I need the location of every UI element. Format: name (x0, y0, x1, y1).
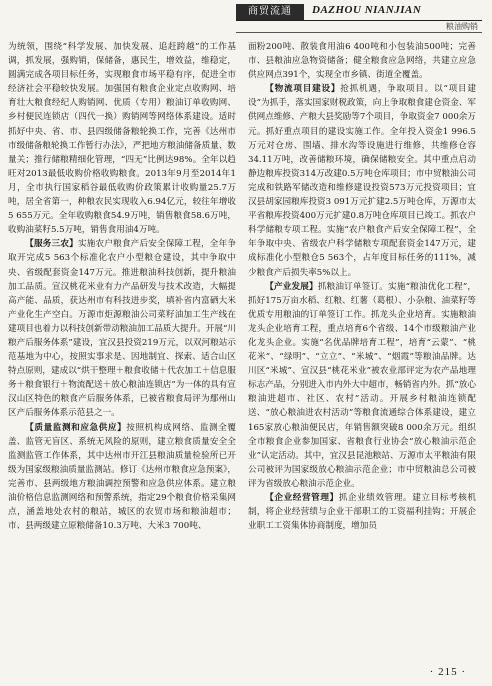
subsection-title: 粮油购销 (446, 22, 478, 31)
section-heading: 【产业发展】 (265, 281, 318, 292)
right-column (248, 40, 476, 660)
book-title: DAZHOU NIANJIAN (312, 4, 422, 16)
section-tag: 商贸流通 (236, 4, 304, 20)
paragraph: 为统领，围绕“科学发展、加快发展、追赶跨越”的工作基调，抓发展，强购销，保储备，惠民生，增效益，维稳定，圆满完成各项目标任务，实现粮食市场平稳有序，促进全市经济社会平稳较快发展。加强国有粮食企业定点收购网、培育壮大粮食经纪人购销网、优质（专用）粮油订单收购网、乡村便民连锁店（四代一换）购销网等网络体系建设。适时抓好中央、省、市、县四级储备粮轮换工作，完善《达州市市级储备粮轮换工作暂行办法》，严把地方粮油储备质量、数量关；推行储粮精细化管理，“四无”比例达98%。全年以趋旺对2013最低收购价格收购粮食。2013年9月至2014年1月，全市执行国家稻谷最低收购价政策累计收购量25.7万吨，居全省第一，种粮农民实现收入6.94亿元，较往年增收5 655万元。全年收购粮食54.9万吨，销售粮食58.6万吨，收购油菜籽5.5万吨，销售食用油4万吨。 (8, 42, 236, 236)
paragraph: 【物流项目建设】抢抓机遇，争取项目。以“项目建设”为抓手，落实国家财税政策，向上争取粮食建仓资金、军供网点维修、产粮大县奖励等7个项目，争取资金7 000余万元。抓好重点项目的建设实施工作。全年投入资金1 996.5万元对仓房、围墙、排水沟等设施进行维修，共维修仓容34.11万吨，改善储粮环境，确保储粮安全。其中重点启动静边粮库投资314万改建0.5万吨仓库项目；市中贸粮油公司完成和铁路军储改造和维修建设投资573万元投资项目；宜汉县胡家园粮库投资3 091万元扩建2.5万吨仓库，万源市太平省粮库投资400万元扩建0.8万吨仓库项目已竣工。抓农户科学储粮专项工程。实施“农户粮食产后安全保障工程”，全年争取中央、省级农户科学储粮专项配套资金147万元，建成标准化小型粮仓5 563个，占年度目标任务的111%，减少粮食产后损失率5%以上。 (248, 84, 476, 278)
paragraph: 【质量监测和应急供应】按照机构成网络、监测全覆盖、监管无盲区、系统无风险的原则，建立粮食质量安全全监测监管工作体系，其中达州市开江县粮油质量检验所已开级为国家级粮油质量监测站。修订《达州市粮食应急预案》，完善市、县两级地方粮油调控预警和应急供应体系。建立粮油价格信息监测网络和预警系统，指定29个粮食价格采集网点，涵盖地处农村的粮站，城区的农贸市场和粮油超市；市、县两级建立原粮储备10.3万吨、大米3 700吨、 (8, 422, 236, 532)
page-header (0, 0, 492, 40)
section-heading: 【企业经营管理】 (265, 493, 339, 503)
paragraph: 【服务三农】实施农户粮食产后安全保障工程，全年争取开完成5 563个标准化农户小型粮仓建设，其中争取中央、省级配套资金147万元。推进粮油科技创新，提升粮油加工品质。宣汉桃花米业有力产品研发与技术改造，大幅提高产能、品质，获达州市有科技进步奖，填补省内富硒大米产业化生产空白。万源市炬源粮油公司菜籽油加工生产线在建项目也着力以科技创新带动粮油加工品质大提升。开展“川粮产后服务体系”建设，宜汉县投资219万元，以双河粮站示范基地为中心，按照实事求是、因地制宜、探索、适合山区特点原则，建成以“烘干整理＋粮食收储＋代农加工＋信息服务＋粮食银行＋物流配送＋放心粮油连锁店”为一体的具有宣汉山区特色的粮食产后服务体系，已被省粮食局评为鄢州山区产后服务体系示范县之一。 (8, 239, 236, 419)
section-heading: 【物流项目建设】 (265, 84, 341, 95)
section-heading: 【服务三农】 (25, 239, 78, 250)
paragraph: 【企业经营管理】抓企业绩效管理。建立目标考核机制，将企业经营绩与企业干部职工的工资福利挂钩；开展企业职工工资集体协商制度，增加员 (248, 493, 476, 532)
page-number: · 215 · (429, 666, 466, 678)
header-rule-lower (236, 32, 482, 33)
paragraph: 面粉200吨、散装食用油6 400吨和小包装油500吨；完善市、县粮油应急物资储备；健全粮食应急网络，共建立应急供应网点391个，实现全市乡镇、街道全覆盖。 (248, 42, 476, 81)
paragraph: 【产业发展】抓粮油订单签订。实施“粮油优化工程”，抓好175万亩水稻、红粮、红薯（葛根）、小杂粮、油菜籽等优质专用粮油的订单签订工作。抓龙头企业培育。实施粮油龙头企业培育工程，重点培育6个省级、14个市级粮油产业化龙头企业。实施“名优品牌培育工程”，培育“云蒙”、“桃花米”、“绿明”、“立立”、“米城”、“烟霞”等粮油品牌。达川区“米城”、宣汉县“桃花米业”被农业部评定为农产品地理标志产品，分别进入市内外大中超市，畅销省内外。抓“放心粮油进超市、社区、农村”活动。开展乡村粮油连锁配送、“放心粮油进农村活动”等粮食流通综合体系建设，建立165家放心粮油便民店，年销售额突破8 000余万元。组织全市粮食企业参加国家、省粮食行业协会“放心粮油示范企业”认定活动。其中，宜汉县昆池粮站、万源市太平粮油有限公司被评为国家级放心粮油示范企业；市中贸粮油总公司被评为省级放心粮油示范企业。 (248, 281, 476, 489)
section-heading: 【质量监测和应急供应】 (25, 422, 127, 433)
left-column (8, 40, 236, 660)
